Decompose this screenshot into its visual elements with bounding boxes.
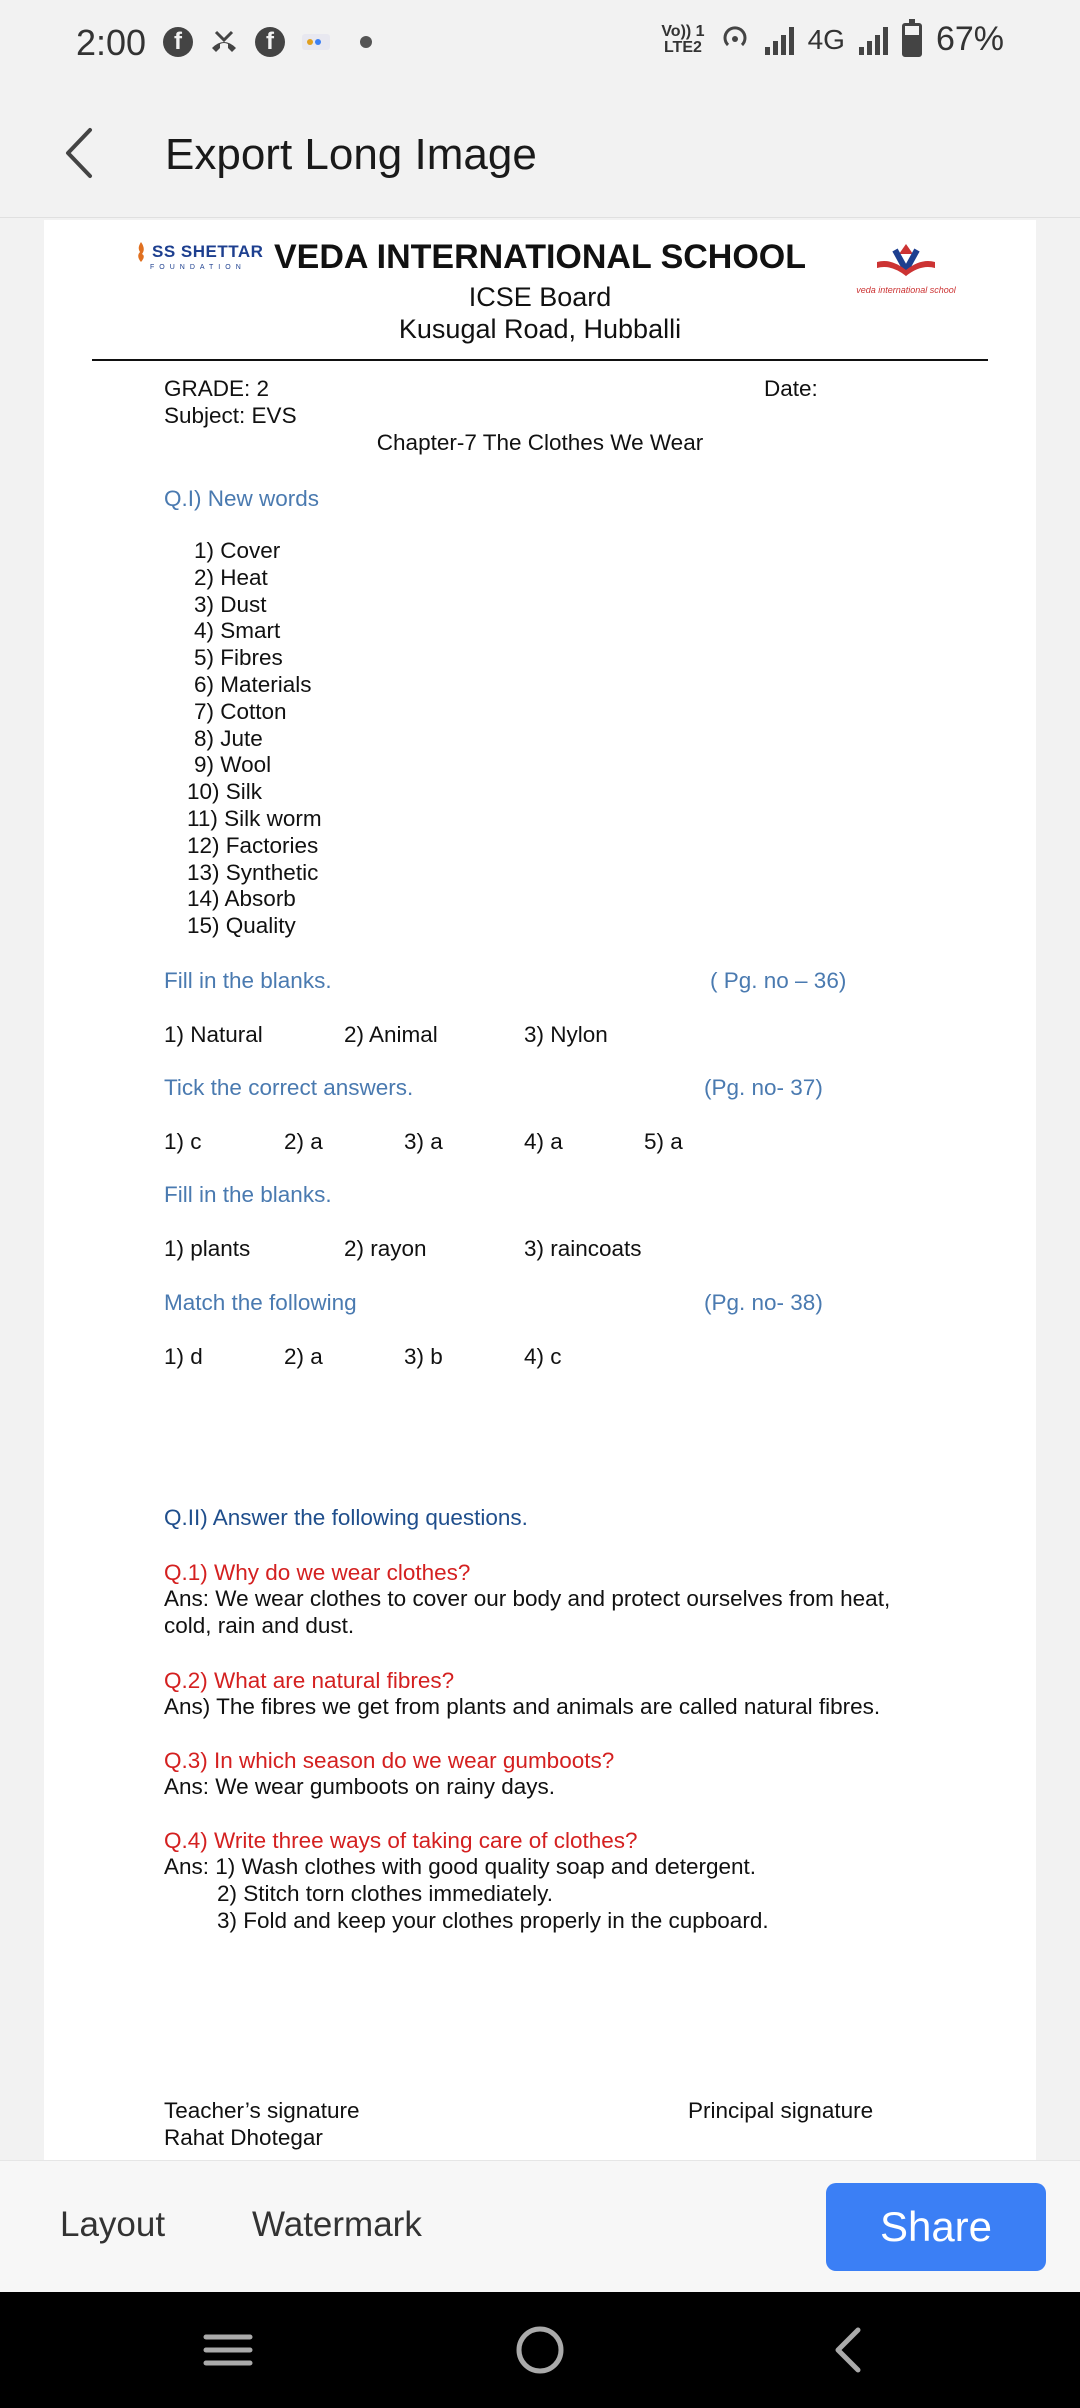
answer-item: 1) plants: [164, 1236, 251, 1261]
fill-blanks-heading: Fill in the blanks.: [164, 968, 332, 993]
document-page: [44, 220, 1036, 2160]
q2-heading: Q.II) Answer the following questions.: [164, 1505, 528, 1530]
back-button[interactable]: [48, 118, 118, 188]
list-item: 6) Materials: [194, 672, 312, 697]
more-dot-icon: [360, 36, 372, 48]
answer-item: 3) Nylon: [524, 1022, 608, 1047]
list-item: 3) Dust: [194, 591, 267, 617]
book-logo-icon: [871, 240, 941, 280]
answer-line: 3) Fold and keep your clothes properly in the cupboard.: [217, 1908, 769, 1933]
answer-item: 1) c: [164, 1129, 202, 1154]
list-item: 11) Silk worm: [187, 806, 322, 831]
school-board: ICSE Board: [468, 282, 612, 312]
veda-school-logo: veda international school: [856, 240, 956, 295]
header-divider: [92, 359, 988, 361]
app-bar: [0, 88, 1080, 218]
answer-item: 3) a: [404, 1129, 443, 1154]
school-name: VEDA INTERNATIONAL SCHOOL: [273, 238, 807, 276]
answer-item: 2) a: [284, 1129, 323, 1154]
answer-item: 4) c: [524, 1344, 562, 1369]
principal-signature: Principal signature: [688, 2098, 874, 2123]
answer-item: 2) Animal: [344, 1022, 438, 1047]
facebook-icon: f: [254, 26, 286, 58]
page-reference: ( Pg. no – 36): [710, 968, 847, 993]
answer-item: 3) raincoats: [524, 1236, 642, 1261]
answer-line: cold, rain and dust.: [164, 1613, 355, 1638]
list-item: 8) Jute: [194, 725, 263, 751]
answer-item: 4) a: [524, 1129, 563, 1154]
answer-item: 1) d: [164, 1344, 203, 1369]
answer-item: 1) Natural: [164, 1022, 263, 1047]
answer-item: 2) a: [284, 1344, 323, 1369]
page-reference: (Pg. no- 37): [704, 1075, 823, 1100]
fill-blanks-heading: Fill in the blanks.: [164, 1182, 332, 1207]
list-item: 5) Fibres: [194, 645, 283, 671]
missed-call-icon: [208, 26, 240, 58]
teacher-signature: Teacher’s signature: [164, 2098, 360, 2123]
battery-percent: 67%: [935, 20, 1004, 58]
bottom-toolbar: [0, 2160, 1080, 2292]
answer-item: 5) a: [644, 1129, 683, 1154]
page-reference: (Pg. no- 38): [704, 1290, 823, 1315]
list-item: 12) Factories: [187, 832, 319, 858]
list-item: 13) Synthetic: [187, 859, 319, 885]
navigation-bar: [0, 2292, 1080, 2408]
question: Q.3) In which season do we wear gumboots?: [164, 1748, 615, 1773]
home-circle-icon: [510, 2320, 570, 2380]
match-heading: Match the following: [164, 1290, 357, 1315]
status-time: 2:00: [76, 22, 147, 63]
battery-icon: [902, 23, 922, 57]
share-button[interactable]: Share: [826, 2183, 1046, 2271]
list-item: 10) Silk: [187, 779, 263, 805]
long-image-preview[interactable]: [0, 218, 1080, 2160]
page-title: Export Long Image: [165, 130, 537, 179]
list-item: 7) Cotton: [194, 698, 287, 724]
layout-button[interactable]: Layout: [60, 2205, 166, 2244]
network-type: 4G: [807, 23, 845, 55]
answer-line: Ans: 1) Wash clothes with good quality soap and detergent.: [164, 1854, 757, 1879]
volte-indicator: Vo)) 1 LTE2: [661, 22, 705, 56]
q1-heading: Q.I) New words: [164, 486, 320, 511]
menu-icon: [198, 2320, 258, 2380]
home-button[interactable]: [510, 2320, 570, 2380]
list-item: 4) Smart: [194, 618, 281, 644]
system-back-button[interactable]: [820, 2320, 880, 2380]
teacher-name: Rahat Dhotegar: [164, 2125, 323, 2150]
chapter-title: Chapter-7 The Clothes We Wear: [376, 430, 704, 455]
tick-answers-heading: Tick the correct answers.: [164, 1075, 414, 1100]
app-notification-icon: [300, 26, 332, 58]
answer-line: Ans: We wear clothes to cover our body and protect ourselves from heat,: [164, 1586, 891, 1611]
answer-line: 2) Stitch torn clothes immediately.: [217, 1881, 553, 1906]
chevron-left-icon: [48, 118, 118, 188]
subject-label: Subject: EVS: [164, 403, 297, 428]
answer-line: Ans: We wear gumboots on rainy days.: [164, 1774, 556, 1799]
list-item: 14) Absorb: [187, 886, 296, 912]
list-item: 15) Quality: [187, 913, 296, 939]
question: Q.4) Write three ways of taking care of clothes?: [164, 1828, 638, 1853]
facebook-icon: f: [162, 26, 194, 58]
list-item: 9) Wool: [194, 752, 272, 778]
list-item: 1) Cover: [194, 538, 281, 563]
watermark-button[interactable]: Watermark: [252, 2205, 422, 2244]
system-status: [661, 20, 1004, 59]
ss-shettar-logo: SS SHETTAR FOUNDATION: [134, 240, 263, 271]
date-label: Date:: [764, 376, 818, 401]
notification-icons: [162, 26, 372, 58]
signal-icon: [765, 25, 794, 55]
grade-label: GRADE: 2: [164, 376, 270, 401]
signal-icon: [859, 25, 888, 55]
question: Q.2) What are natural fibres?: [164, 1668, 455, 1693]
chevron-left-icon: [820, 2320, 880, 2380]
answer-item: 3) b: [404, 1344, 443, 1369]
answer-line: Ans) The fibres we get from plants and animals are called natural fibres.: [164, 1694, 881, 1719]
status-bar: [0, 0, 1080, 88]
answer-item: 2) rayon: [344, 1236, 427, 1261]
school-address: Kusugal Road, Hubballi: [398, 314, 682, 344]
question: Q.1) Why do we wear clothes?: [164, 1560, 471, 1585]
list-item: 2) Heat: [194, 564, 268, 590]
hotspot-icon: [719, 21, 751, 58]
recent-apps-button[interactable]: [198, 2320, 258, 2380]
